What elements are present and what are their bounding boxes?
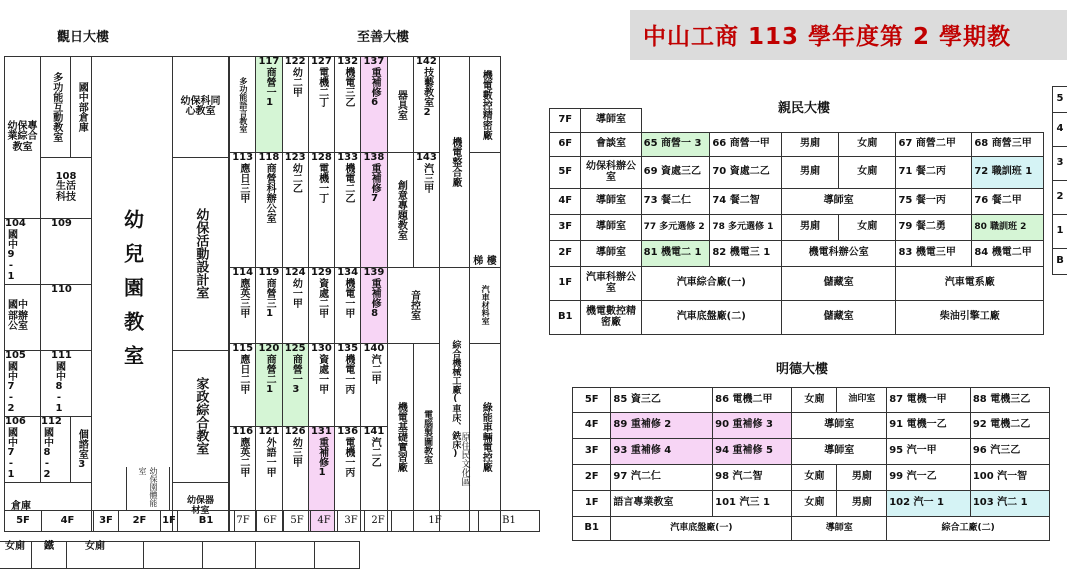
room-cell: 男廁 bbox=[781, 215, 838, 241]
building-zhishan-label: 至善大樓 bbox=[357, 26, 409, 45]
room-118: 118 商營科辦公室 bbox=[256, 153, 282, 268]
room-cell: 汽車底盤廠(二) bbox=[641, 301, 781, 335]
room-cell: 102 汽一 1 bbox=[887, 491, 971, 517]
floor-label: 3 bbox=[1053, 147, 1067, 181]
room-cell: 綜合工廠(二) bbox=[887, 517, 1050, 541]
room-cell: 101 汽三 1 bbox=[713, 491, 792, 517]
room-cell: 汽車綜合廠(一) bbox=[641, 267, 781, 301]
room-141: 141 汽二乙 bbox=[361, 427, 387, 532]
room-cell: 女廁 bbox=[839, 133, 896, 157]
floor-label: 5F bbox=[573, 388, 611, 413]
room-cell: 75 餐一丙 bbox=[896, 189, 972, 215]
guanri-building bbox=[4, 56, 229, 532]
bottom-cell bbox=[203, 542, 256, 569]
room-143: 143 汽三甲 bbox=[413, 153, 439, 268]
tool-room: 器具室 bbox=[387, 57, 413, 153]
room-cell: 81 機電二 1 bbox=[641, 241, 710, 267]
room-cell: 油印室 bbox=[837, 388, 887, 413]
youbao-design: 幼保活動設計室 bbox=[173, 158, 229, 350]
room-cell: 72 職訓班 1 bbox=[972, 157, 1044, 189]
floor-label: 2F bbox=[365, 511, 392, 532]
room-120: 120 商營二1 bbox=[256, 343, 282, 427]
bottom-cell bbox=[315, 542, 360, 569]
building-mingde-label: 明德大樓 bbox=[776, 358, 828, 377]
room-cell: 88 電機三乙 bbox=[970, 388, 1049, 413]
room-142: 142 技藝教室2 bbox=[413, 57, 439, 153]
room-cell: 男廁 bbox=[781, 157, 838, 189]
room-cell: 女廁 bbox=[792, 491, 837, 517]
guanri-floor-row bbox=[4, 510, 235, 532]
floor-label: 4F bbox=[550, 189, 581, 215]
room-106: 106 國中7-1 bbox=[5, 416, 41, 482]
auto-material: 汽車材料室 bbox=[470, 268, 500, 343]
room-cell: 儲藏室 bbox=[781, 301, 896, 335]
room-126: 126 幼三甲 bbox=[282, 427, 308, 532]
room-cell: 67 商營二甲 bbox=[896, 133, 972, 157]
room-cell: 76 餐二甲 bbox=[972, 189, 1044, 215]
floor-label: B1 bbox=[479, 511, 540, 532]
room-117: 117 商營一1 bbox=[256, 57, 282, 153]
life-tech: 108 生活科技 bbox=[41, 158, 92, 218]
room-140: 140 汽二甲 bbox=[361, 343, 387, 427]
room-cell: 汽車科辦公室 bbox=[581, 267, 641, 301]
room-cell: 導師室 bbox=[792, 517, 887, 541]
room-105: 105 國中7-2 bbox=[5, 350, 41, 416]
room-cell: 74 餐二智 bbox=[710, 189, 782, 215]
room-cell: 70 資處二乙 bbox=[710, 157, 782, 189]
floor-label: B1 bbox=[573, 517, 611, 541]
zhongbu-storage: 國中部倉庫 bbox=[71, 57, 92, 158]
room-cell: 男廁 bbox=[837, 465, 887, 491]
floor-label: 2F bbox=[119, 511, 161, 532]
room-cell: 87 電機一甲 bbox=[887, 388, 971, 413]
floor-label: 5F bbox=[5, 511, 42, 532]
room-109: 109 bbox=[41, 218, 92, 284]
room-cell: 汽車電系廠 bbox=[896, 267, 1044, 301]
room-104: 104 國中9-1 bbox=[5, 218, 41, 284]
room-138: 138 重補修7 bbox=[361, 153, 387, 268]
home-econ: 家政綜合教室 bbox=[173, 350, 229, 482]
room-cell: 男廁 bbox=[781, 133, 838, 157]
music-room: 音控室 bbox=[387, 268, 440, 343]
room-113: 113 應日三甲 bbox=[230, 153, 256, 268]
floor-label: 6F bbox=[550, 133, 581, 157]
personal-room: 個諮室3 bbox=[71, 416, 92, 482]
youbao-class: 幼保專業綜合教室 bbox=[5, 57, 41, 219]
youbao-equip: 幼保器材室 bbox=[173, 482, 229, 532]
room-cell: 女廁 bbox=[839, 157, 896, 189]
multi-lang: 多功能語言教室 bbox=[230, 57, 256, 153]
floor-label: 3F bbox=[338, 511, 365, 532]
room-125: 125 商營一3 bbox=[282, 343, 308, 427]
room-cell: 89 重補修 2 bbox=[611, 413, 713, 439]
floor-label: 1 bbox=[1053, 215, 1067, 249]
floor-label: 3F bbox=[94, 511, 119, 532]
room-128: 128 電機一丁 bbox=[308, 153, 334, 268]
green-vehicle: 綠能車輛電控廠 bbox=[470, 343, 500, 531]
floor-label: 1F bbox=[573, 491, 611, 517]
room-cell: 機電數控精密廠 bbox=[581, 301, 641, 335]
room-130: 130 資處一甲 bbox=[308, 343, 334, 427]
mech-room: 機電數控精密廠 bbox=[470, 57, 500, 153]
room-cell: 95 汽一甲 bbox=[887, 439, 971, 465]
mingde-building bbox=[572, 387, 1050, 541]
floor-label: 4F bbox=[573, 413, 611, 439]
qinmin-building bbox=[549, 108, 1044, 335]
multi-room: 多功能互動教室 bbox=[41, 57, 71, 158]
room-116: 116 應英二甲 bbox=[230, 427, 256, 532]
mech-factory: 綜合機械工廠(車床、銑床) bbox=[440, 268, 470, 532]
floor-label: 3F bbox=[550, 215, 581, 241]
zhishan-building bbox=[229, 56, 531, 532]
room-cell: 導師室 bbox=[781, 189, 896, 215]
room-cell: 導師室 bbox=[581, 189, 641, 215]
room-cell: 80 職訓班 2 bbox=[972, 215, 1044, 241]
room-cell: 儲藏室 bbox=[781, 267, 896, 301]
room-127: 127 電機二丁 bbox=[308, 57, 334, 153]
room-cell: 導師室 bbox=[581, 241, 641, 267]
far-right-column bbox=[1052, 86, 1067, 275]
indigenous-area: 原住民文化區 bbox=[452, 432, 478, 486]
bottom-cell bbox=[144, 542, 203, 569]
stairs-tower: 梯 樓 bbox=[470, 153, 500, 268]
room-cell: 83 機電三甲 bbox=[896, 241, 972, 267]
room-cell: 68 商營三甲 bbox=[972, 133, 1044, 157]
room-135: 135 機電一丙 bbox=[335, 343, 361, 427]
room-114: 114 應英三甲 bbox=[230, 268, 256, 343]
room-cell: 男廁 bbox=[837, 491, 887, 517]
room-cell: 90 重補修 3 bbox=[713, 413, 792, 439]
room-cell: 98 汽二智 bbox=[713, 465, 792, 491]
room-cell: 會談室 bbox=[581, 133, 641, 157]
room-136: 136 電機一丙 bbox=[335, 427, 361, 532]
floor-label: B bbox=[1053, 249, 1067, 275]
room-cell: 84 機電二甲 bbox=[972, 241, 1044, 267]
room-133: 133 機電二乙 bbox=[335, 153, 361, 268]
room-115: 115 應日二甲 bbox=[230, 343, 256, 427]
room-cell: 94 重補修 5 bbox=[713, 439, 792, 465]
room-cell: 97 汽二仁 bbox=[611, 465, 713, 491]
floor-label: 7F bbox=[230, 511, 257, 532]
room-cell: 導師室 bbox=[581, 215, 641, 241]
room-122: 122 幼二甲 bbox=[282, 57, 308, 153]
room-132: 132 機電三乙 bbox=[335, 57, 361, 153]
mech-plant: 機電整合廠 bbox=[440, 57, 470, 268]
room-cell: 85 資三乙 bbox=[611, 388, 713, 413]
room-cell: 機電科辦公室 bbox=[781, 241, 896, 267]
floor-label: 7F bbox=[550, 109, 581, 133]
room-cell: 幼保科辦公室 bbox=[581, 157, 641, 189]
bottom-cell: 女廁 bbox=[0, 542, 32, 569]
zhongbu-office: 國中部辦公室 bbox=[5, 284, 41, 350]
bottom-strip bbox=[0, 541, 360, 569]
room-cell: 女廁 bbox=[839, 215, 896, 241]
room-cell: 66 商營一甲 bbox=[710, 133, 782, 157]
room-110: 110 bbox=[41, 284, 92, 350]
room-111: 111 國中8-1 bbox=[41, 350, 92, 416]
room-cell: 65 商營一 3 bbox=[641, 133, 710, 157]
bottom-cell bbox=[256, 542, 315, 569]
room-cell: 導師室 bbox=[792, 439, 887, 465]
zhishan-floor-row bbox=[229, 510, 540, 532]
room-cell: 96 汽三乙 bbox=[970, 439, 1049, 465]
building-qinmin-label: 親民大樓 bbox=[778, 97, 830, 116]
room-cell: 82 機電三 1 bbox=[710, 241, 782, 267]
room-cell: 86 電機二甲 bbox=[713, 388, 792, 413]
floor-label: 1F bbox=[392, 511, 479, 532]
room-cell: 91 電機一乙 bbox=[887, 413, 971, 439]
page-title: 中山工商 113 學年度第 2 學期教 bbox=[643, 18, 1011, 51]
room-cell: 69 資處三乙 bbox=[641, 157, 710, 189]
room-134: 134 機電一甲 bbox=[335, 268, 361, 343]
floor-label: 4F bbox=[311, 511, 338, 532]
room-139: 139 重補修8 bbox=[361, 268, 387, 343]
room-cell: 語言專業教室 bbox=[611, 491, 713, 517]
room-cell: 93 重補修 4 bbox=[611, 439, 713, 465]
room-131: 131 重補修1 bbox=[308, 427, 334, 532]
floor-label: 5F bbox=[284, 511, 311, 532]
floor-label: 2F bbox=[550, 241, 581, 267]
bottom-cell: 鐵 bbox=[32, 542, 67, 569]
room-cell: 100 汽一智 bbox=[970, 465, 1049, 491]
floor-label: 2F bbox=[573, 465, 611, 491]
youbao-gym: 幼保園體能室 bbox=[126, 467, 170, 511]
floor-label: 5 bbox=[1053, 87, 1067, 113]
room-cell: 103 汽二 1 bbox=[970, 491, 1049, 517]
floor-label: 4F bbox=[42, 511, 94, 532]
room-cell: 女廁 bbox=[792, 465, 837, 491]
floor-label: 1F bbox=[161, 511, 178, 532]
room-cell: 女廁 bbox=[792, 388, 837, 413]
room-cell: 79 餐二勇 bbox=[896, 215, 972, 241]
bottom-cell: 女廁 bbox=[67, 542, 144, 569]
room-cell: 77 多元選修 2 bbox=[641, 215, 710, 241]
floor-label: 2 bbox=[1053, 181, 1067, 215]
floor-label: B1 bbox=[550, 301, 581, 335]
room-121: 121 外語一甲 bbox=[256, 427, 282, 532]
room-cell: 導師室 bbox=[581, 109, 641, 133]
floor-label: 6F bbox=[257, 511, 284, 532]
room-129: 129 資處二甲 bbox=[308, 268, 334, 343]
room-cell: 92 電機二乙 bbox=[970, 413, 1049, 439]
floor-label: B1 bbox=[178, 511, 235, 532]
storage: 倉庫 bbox=[5, 482, 92, 532]
mech-practice: 機電基礎實習廠 bbox=[387, 343, 413, 531]
floor-label: 3F bbox=[573, 439, 611, 465]
room-cell: 導師室 bbox=[792, 413, 887, 439]
room-cell: 71 餐二丙 bbox=[896, 157, 972, 189]
kindergarten: 幼兒園教室 bbox=[92, 57, 173, 532]
room-112: 112 國中8-2 bbox=[41, 416, 71, 482]
building-guanri-label: 觀日大樓 bbox=[57, 26, 109, 45]
room-cell: 汽車底盤廠(一) bbox=[611, 517, 792, 541]
floor-label: 1F bbox=[550, 267, 581, 301]
room-123: 123 幼二乙 bbox=[282, 153, 308, 268]
creative-room: 創意專題教室 bbox=[387, 153, 413, 268]
room-cell: 78 多元選修 1 bbox=[710, 215, 782, 241]
floor-label: 5F bbox=[550, 157, 581, 189]
computer-room: 電腦製圖教室 bbox=[413, 343, 439, 531]
youbao-counsel: 幼保科同心教室 bbox=[173, 57, 229, 158]
room-cell: 73 餐二仁 bbox=[641, 189, 710, 215]
floor-label: 4 bbox=[1053, 113, 1067, 147]
room-137: 137 重補修6 bbox=[361, 57, 387, 153]
room-124: 124 幼一甲 bbox=[282, 268, 308, 343]
room-cell: 柴油引擎工廠 bbox=[896, 301, 1044, 335]
room-119: 119 商營三1 bbox=[256, 268, 282, 343]
room-cell: 99 汽一乙 bbox=[887, 465, 971, 491]
